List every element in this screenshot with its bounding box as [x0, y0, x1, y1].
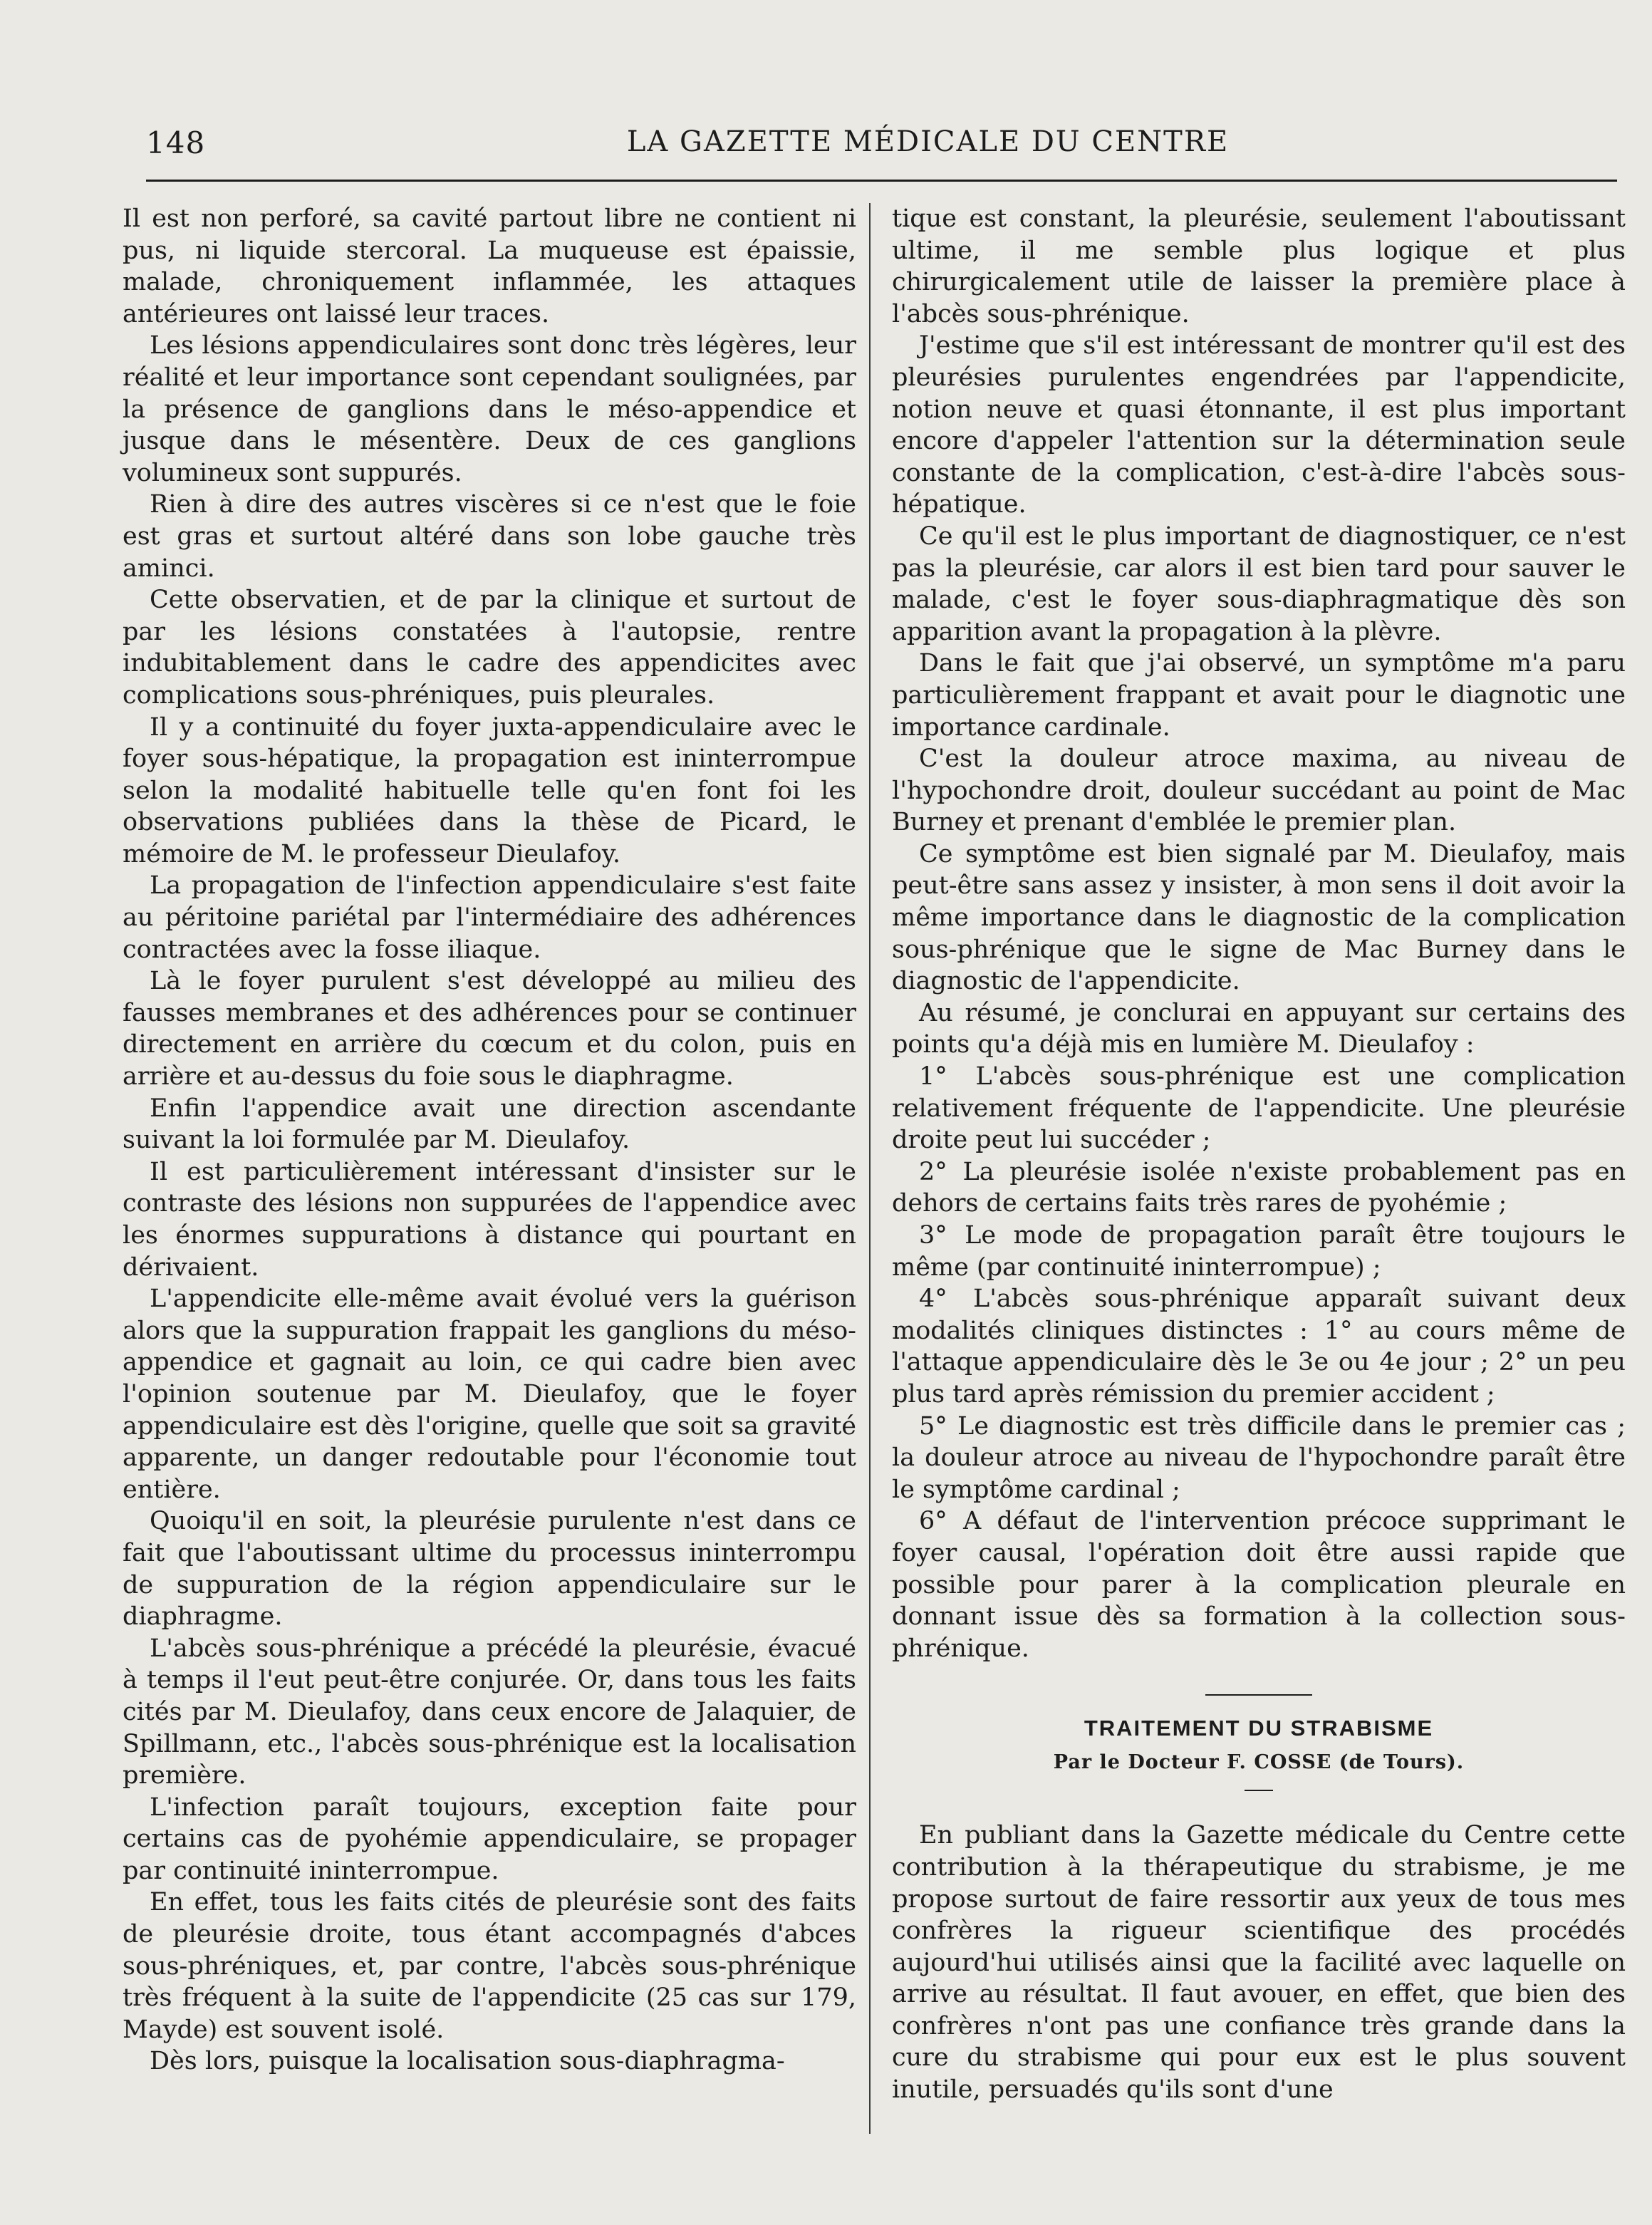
list-item: 3° Le mode de propagation paraît être toujours le même (par continuité ininterrompue) ; — [892, 1221, 1626, 1282]
list-item: 6° A défaut de l'intervention précoce supprimant le foyer causal, l'opération doit être aussi rapide que possible pour parer à la complication pleurale en donnant issue dès sa formation à la collection sous-phrénique. — [892, 1507, 1626, 1663]
paragraph: Il est particulièrement intéressant d'insister sur le contraste des lésions non suppurées de l'appendice avec les énormes suppurations à distance qui pourtant en dérivaient. — [123, 1157, 856, 1282]
paragraph: L'infection paraît toujours, exception faite pour certains cas de pyohémie appendiculaire, se propager par continuité ininterrompue. — [123, 1793, 856, 1885]
paragraph: Ce symptôme est bien signalé par M. Dieulafoy, mais peut-être sans assez y insister, à mon sens il doit avoir la même importance dans le diagnostic de la complication sous-phrénique que le signe de Mac Burney dans le diagnostic de l'appendicite. — [892, 839, 1626, 996]
page-header — [146, 125, 1617, 168]
paragraph: Là le foyer purulent s'est développé au milieu des fausses membranes et des adhérences pour se continuer directement en arrière du cœcum et du colon, puis en arrière et au-dessus du foie sous le diaphragme. — [123, 967, 856, 1091]
paragraph: J'estime que s'il est intéressant de montrer qu'il est des pleurésies purulentes engendrées par l'appendicite, notion neuve et quasi étonnante, il est plus important encore d'appeler l'attention sur la détermination seule constante de la complication, c'est-à-dire l'abcès sous-hépatique. — [892, 331, 1626, 519]
paragraph: Quoiqu'il en soit, la pleurésie purulente n'est dans ce fait que l'aboutissant ultime du processus ininterrompu de suppuration de la région appendiculaire sur le diaphragme. — [123, 1507, 856, 1632]
paragraph: Cette observatien, et de par la clinique et surtout de par les lésions constatées à l'autopsie, rentre indubitablement dans le cadre des appendicites avec complications sous-phréniques, puis pleurales. — [123, 586, 856, 710]
paragraph: Rien à dire des autres viscères si ce n'est que le foie est gras et surtout altéré dans son lobe gauche très aminci. — [123, 490, 856, 583]
paragraph: En effet, tous les faits cités de pleurésie sont des faits de pleurésie droite, tous étant accompagnés d'abces sous-phréniques, et, par contre, l'abcès sous-phrénique très fréquent à la suite de l'appendicite (25 cas sur 179, Mayde) est souvent isolé. — [123, 1888, 856, 2044]
paragraph: Ce qu'il est le plus important de diagnostiquer, ce n'est pas la pleurésie, car alors il est bien tard pour sauver le malade, c'est le foyer sous-diaphragmatique dès son apparition avant la propagation à la plèvre. — [892, 522, 1626, 646]
paragraph: tique est constant, la pleurésie, seulement l'aboutissant ultime, il me semble plus logique et plus chirurgicalement utile de laisser la première place à l'abcès sous-phrénique. — [892, 204, 1626, 328]
right-column — [892, 203, 1626, 2106]
paragraph: Au résumé, je conclurai en appuyant sur certains des points qu'a déjà mis en lumière M. Dieulafoy : — [892, 998, 1626, 1059]
article-title: TRAITEMENT DU STRABISME — [1084, 1716, 1434, 1741]
paragraph: C'est la douleur atroce maxima, au niveau de l'hypochondre droit, douleur succédant au point de Mac Burney et prenant d'emblée le premier plan. — [892, 745, 1626, 837]
paragraph: Dans le fait que j'ai observé, un symptôme m'a paru particulièrement frappant et avait pour le diagnotic une importance cardinale. — [892, 649, 1626, 742]
paragraph: En publiant dans la Gazette médicale du Centre cette contribution à la thérapeutique du strabisme, je me propose surtout de faire ressortir aux yeux de tous mes confrères la rigueur scientifique des procédés aujourd'hui utilisés ainsi que la facilité avec laquelle on arrive au résultat. Il faut avouer, en effet, que bien des confrères n'ont pas une confiance très grande dans la cure du strabisme qui pour eux est le plus souvent inutile, persuadés qu'ils sont d'une — [892, 1821, 1626, 2105]
title-dash — [1245, 1790, 1273, 1791]
left-column — [123, 203, 856, 2078]
list-item: 4° L'abcès sous-phrénique apparaît suivant deux modalités cliniques distinctes : 1° au cours même de l'attaque appendiculaire dès le 3e ou 4e jour ; 2° un peu plus tard après rémission du premier accident ; — [892, 1285, 1626, 1409]
paragraph: La propagation de l'infection appendiculaire s'est faite au péritoine pariétal par l'intermédiaire des adhérences contractées avec la fosse iliaque. — [123, 871, 856, 964]
paragraph: Enfin l'appendice avait une direction ascendante suivant la loi formulée par M. Dieulafoy. — [123, 1094, 856, 1155]
paragraph: L'abcès sous-phrénique a précédé la pleurésie, évacué à temps il l'eut peut-être conjurée. Or, dans tous les faits cités par M. Dieulafoy, dans ceux encore de Jalaquier, de Spillmann, etc., l'abcès sous-phrénique est la localisation première. — [123, 1634, 856, 1790]
page-number: 148 — [146, 125, 206, 160]
list-item: 5° Le diagnostic est très difficile dans le premier cas ; la douleur atroce au niveau de l'hypochondre paraît être le symptôme cardinal ; — [892, 1411, 1626, 1504]
paragraph: Il est non perforé, sa cavité partout libre ne contient ni pus, ni liquide stercoral. La muqueuse est épaissie, malade, chroniquement inflammée, les attaques antérieures ont laissé leur traces. — [123, 204, 856, 328]
header-rule — [146, 180, 1617, 182]
paragraph: L'appendicite elle-même avait évolué vers la guérison alors que la suppuration frappait les ganglions du méso-appendice et gagnait au loin, ce qui cadre bien avec l'opinion soutenue par M. Dieulafoy, que le foyer appendiculaire est dès l'origine, quelle que soit sa gravité apparente, un danger redoutable pour l'économie tout entière. — [123, 1285, 856, 1504]
paragraph: Les lésions appendiculaires sont donc très légères, leur réalité et leur importance sont cependant soulignées, par la présence de ganglions dans le méso-appendice et jusque dans le mésentère. Deux de ces ganglions volumineux sont suppurés. — [123, 331, 856, 487]
paragraph: Dès lors, puisque la localisation sous-diaphragma- — [150, 2047, 785, 2076]
list-item: 2° La pleurésie isolée n'existe probablement pas en dehors de certains faits très rares de pyohémie ; — [892, 1157, 1626, 1218]
running-title: LA GAZETTE MÉDICALE DU CENTRE — [626, 125, 1230, 158]
section-separator — [1205, 1694, 1312, 1696]
list-item: 1° L'abcès sous-phrénique est une complication relativement fréquente de l'appendicite. Une pleurésie droite peut lui succéder ; — [892, 1062, 1626, 1155]
article-author: Par le Docteur F. COSSE (de Tours). — [1053, 1751, 1465, 1774]
column-divider — [869, 203, 871, 2134]
paragraph: Il y a continuité du foyer juxta-appendiculaire avec le foyer sous-hépatique, la propagation est ininterrompue selon la modalité habituelle telle qu'en font foi les observations publiées dans la thèse de Picard, le mémoire de M. le professeur Dieulafoy. — [123, 712, 856, 868]
